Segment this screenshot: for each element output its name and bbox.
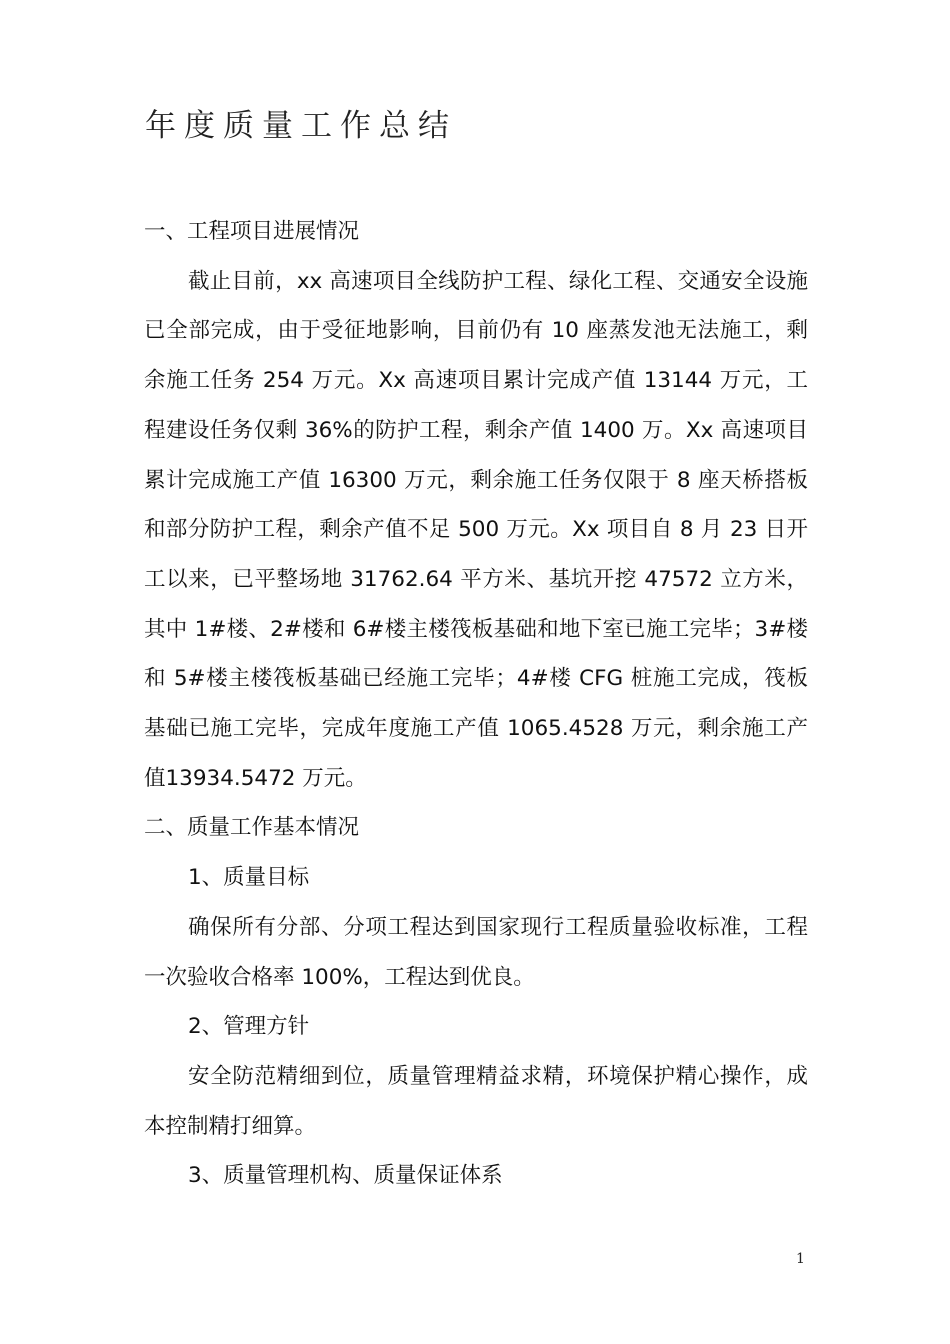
document-body — [144, 207, 808, 1201]
subheading-quality-target: 1、质量目标 — [188, 865, 310, 891]
paragraph-management-policy: 安全防范精细到位，质量管理精益求精，环境保护精心操作，成本控制精打细算。 — [144, 1063, 808, 1139]
subheading-quality-system: 3、质量管理机构、质量保证体系 — [188, 1163, 503, 1189]
section-heading-project-progress: 一、工程项目进展情况 — [144, 219, 360, 244]
section-heading-quality-work: 二、质量工作基本情况 — [144, 815, 360, 841]
subheading-management-policy: 2、管理方针 — [188, 1014, 310, 1040]
paragraph-quality-target: 确保所有分部、分项工程达到国家现行工程质量验收标准，工程一次验收合格率 100%，工程达到优良。 — [144, 914, 808, 990]
document-title: 年度质量工作总结 — [145, 108, 457, 144]
paragraph-project-progress: 截止目前，xx 高速项目全线防护工程、绿化工程、交通安全设施已全部完成，由于受征地影响，目前仍有 10 座蒸发池无法施工，剩余施工任务 254 万元。Xx 高速项目累计完成产值 13144 万元，工程建设任务仅剩 36%的防护工程，剩余产值 1400 万。Xx 高速项目累计完成施工产值 16300 万元，剩余施工任务仅限于 8 座天桥搭板和部分防护工程，剩余产值不足 500 万元。Xx 项目自 8 月 23 日开工以来，已平整场地 31762.64 平方米、基坑开挖 47572 立方米，其中 1#楼、2#楼和 6#楼主楼筏板基础和地下室已施工完毕；3#楼和 5#楼主楼筏板基础已经施工完毕；4#楼 CFG 桩施工完成，筏板基础已施工完毕，完成年度施工产值 1065.4528 万元，剩余施工产值13934.5472 万元。 — [144, 268, 808, 791]
page-number: 1 — [796, 1251, 805, 1267]
